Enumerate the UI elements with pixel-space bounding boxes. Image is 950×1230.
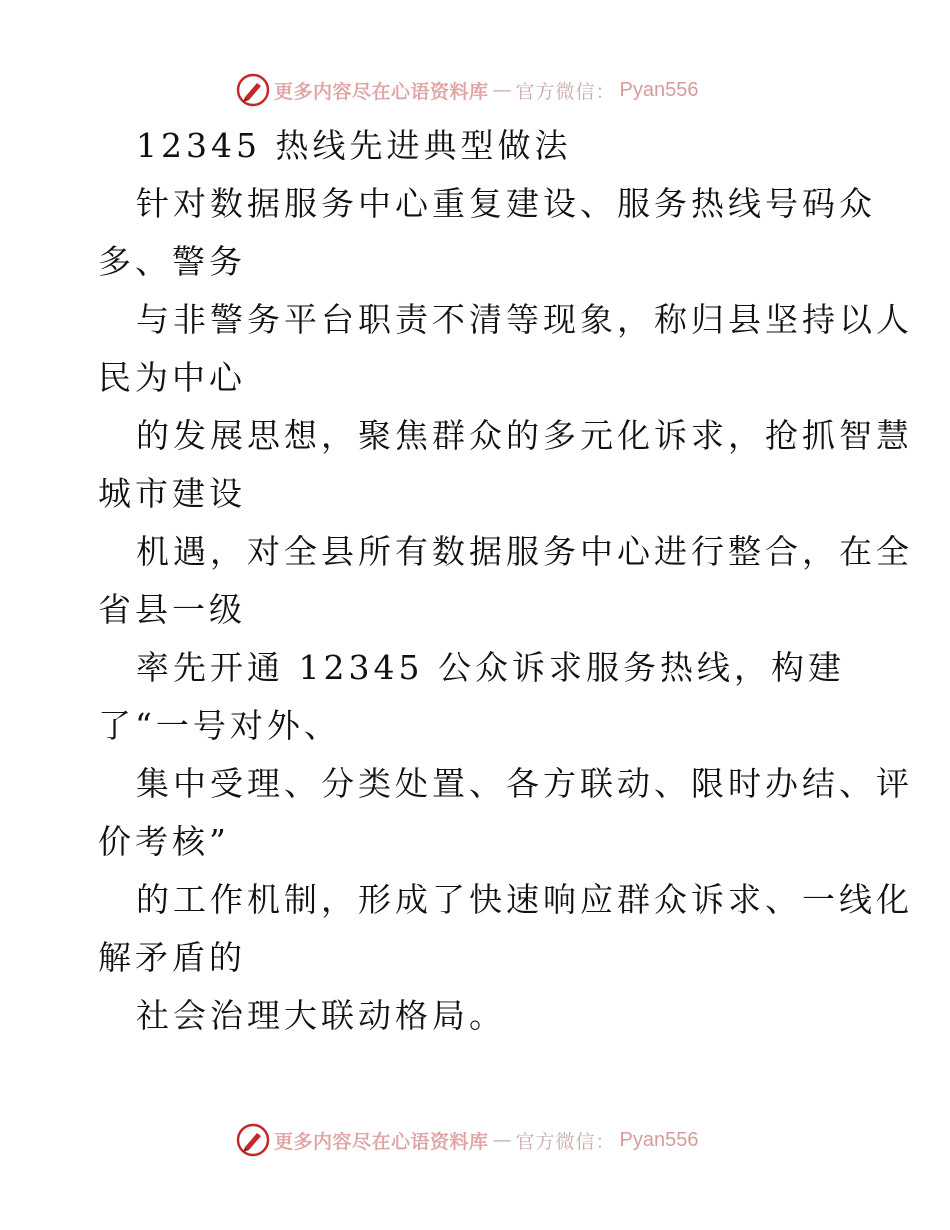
text-line: 的发展思想，聚焦群众的多元化诉求，抢抓智慧 (136, 416, 913, 455)
site-name: 更多内容尽在心语资料库 (274, 80, 489, 103)
text-line: 了“一号对外、 (98, 706, 341, 745)
wechat-label: 官方微信： (515, 1130, 616, 1153)
red-circle-pen-logo-icon (236, 1123, 270, 1157)
text-line: 城市建设 (98, 474, 246, 513)
text-line: 省县一级 (98, 590, 246, 629)
text-line: 率先开通 12345 公众诉求服务热线，构建 (136, 648, 845, 687)
text-line: 与非警务平台职责不清等现象，称归县坚持以人 (136, 300, 913, 339)
site-name: 更多内容尽在心语资料库 (274, 1130, 489, 1153)
text-line: 社会治理大联动格局。 (136, 996, 506, 1035)
document-title: 12345 热线先进典型做法 (136, 126, 572, 165)
wechat-label: 官方微信： (515, 80, 616, 103)
banner-dash: — (492, 1129, 512, 1151)
text-line: 机遇，对全县所有数据服务中心进行整合，在全 (136, 532, 913, 571)
text-line: 解矛盾的 (98, 938, 246, 977)
text-line: 民为中心 (98, 358, 246, 397)
text-line: 多、警务 (98, 242, 246, 281)
text-line: 针对数据服务中心重复建设、服务热线号码众 (136, 184, 876, 223)
header-banner[interactable] (236, 72, 699, 108)
text-line: 集中受理、分类处置、各方联动、限时办结、评 (136, 764, 913, 803)
wechat-account: Pyan556 (619, 78, 699, 101)
footer-banner[interactable] (236, 1122, 699, 1158)
red-circle-pen-logo-icon (236, 73, 270, 107)
text-line: 的工作机制，形成了快速响应群众诉求、一线化 (136, 880, 913, 919)
text-line: 价考核” (98, 822, 230, 861)
banner-dash: — (492, 79, 512, 101)
wechat-account: Pyan556 (619, 1128, 699, 1151)
